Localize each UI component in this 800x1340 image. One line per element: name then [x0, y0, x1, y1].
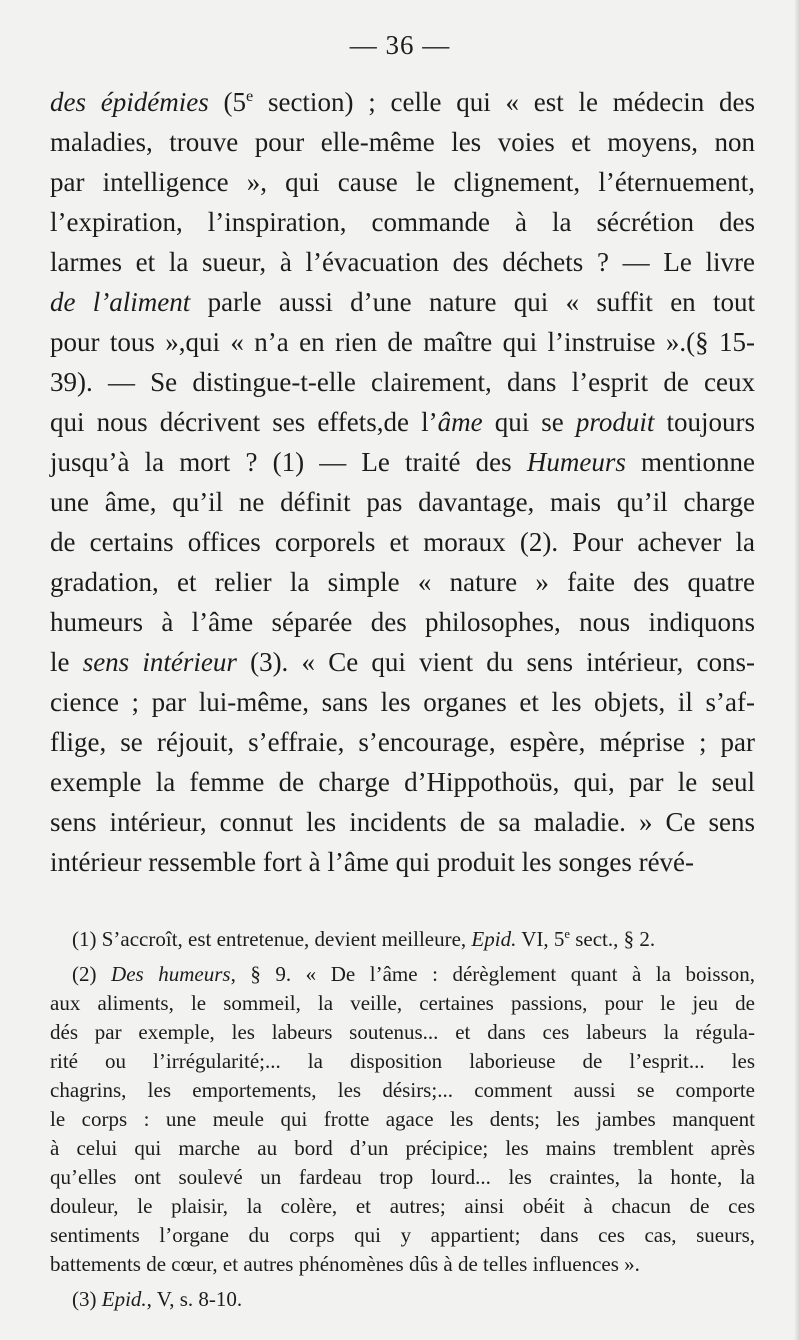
- text-line: exemple la femme de charge d’Hippothoüs, qui, par le seul: [50, 767, 755, 797]
- text-line: une âme, qu’il ne définit pas davantage, mais qu’il charge: [50, 487, 755, 517]
- text-line: humeurs à l’âme séparée des philosophes, nous indiquons: [50, 607, 755, 637]
- footnote-line: qu’elles ont soulevé un fardeau trop lourd... les craintes, la honte, la: [50, 1165, 755, 1189]
- footnote-line: douleur, le plaisir, la colère, et autres; ainsi obéit à chacun de ces: [50, 1194, 755, 1218]
- text-line: le sens intérieur (3). « Ce qui vient du sens intérieur, cons-: [50, 647, 755, 677]
- text-line: jusqu’à la mort ? (1) — Le traité des Humeurs mentionne: [50, 447, 755, 477]
- footnote-line: sentiments l’organe du corps qui y appartient; dans ces cas, sueurs,: [50, 1223, 755, 1247]
- footnote-line: aux aliments, le sommeil, la veille, certaines passions, pour le jeu de: [50, 991, 755, 1015]
- text-line: par intelligence », qui cause le clignement, l’éternuement,: [50, 167, 755, 197]
- text-line: qui nous décrivent ses effets,de l’âme qui se produit toujours: [50, 407, 755, 437]
- text-line: de certains offices corporels et moraux (2). Pour achever la: [50, 527, 755, 557]
- text-line: des épidémies (5e section) ; celle qui « est le médecin des: [50, 87, 755, 117]
- text-line: cience ; par lui-même, sans les organes et les objets, il s’af-: [50, 687, 755, 717]
- text-line: larmes et la sueur, à l’évacuation des déchets ? — Le livre: [50, 247, 755, 277]
- text-line: maladies, trouve pour elle-même les voies et moyens, non: [50, 127, 755, 157]
- footnote-line: le corps : une meule qui frotte agace les dents; les jambes manquent: [50, 1107, 755, 1131]
- main-text: [50, 82, 755, 882]
- footnote-line: rité ou l’irrégularité;... la disposition laborieuse de l’esprit... les: [50, 1049, 755, 1073]
- text-line: intérieur ressemble fort à l’âme qui produit les songes révé-: [50, 847, 695, 877]
- footnote-line: (1) S’accroît, est entretenue, devient meilleure, Epid. VI, 5e sect., § 2.: [72, 927, 656, 951]
- page-number: — 36 —: [349, 30, 451, 60]
- text-line: 39). — Se distingue-t-elle clairement, dans l’esprit de ceux: [50, 367, 755, 397]
- footnote-line: battements de cœur, et autres phénomènes dûs à de telles influences ».: [50, 1252, 640, 1276]
- footnote-line: dés par exemple, les labeurs soutenus... et dans ces labeurs la régula-: [50, 1020, 755, 1044]
- footnote-line: (2) Des humeurs, § 9. « De l’âme : dérèglement quant à la boisson,: [72, 962, 755, 986]
- text-line: gradation, et relier la simple « nature » faite des quatre: [50, 567, 755, 597]
- text-line: sens intérieur, connut les incidents de sa maladie. » Ce sens: [50, 807, 755, 837]
- footnote-line: à celui qui marche au bord d’un précipice; les mains tremblent après: [50, 1136, 755, 1160]
- text-line: flige, se réjouit, s’effraie, s’encourage, espère, méprise ; par: [50, 727, 755, 757]
- footnotes: [50, 925, 755, 1314]
- footnote-line: chagrins, les emportements, les désirs;... comment aussi se comporte: [50, 1078, 755, 1102]
- text-line: pour tous »,qui « n’a en rien de maître qui l’instruise ».(§ 15-: [50, 327, 755, 357]
- text-line: l’expiration, l’inspiration, commande à la sécrétion des: [50, 207, 755, 237]
- footnote-line: (3) Epid., V, s. 8-10.: [72, 1287, 243, 1311]
- text-line: de l’aliment parle aussi d’une nature qui « suffit en tout: [50, 287, 755, 317]
- page-edge-shadow: [794, 0, 800, 1340]
